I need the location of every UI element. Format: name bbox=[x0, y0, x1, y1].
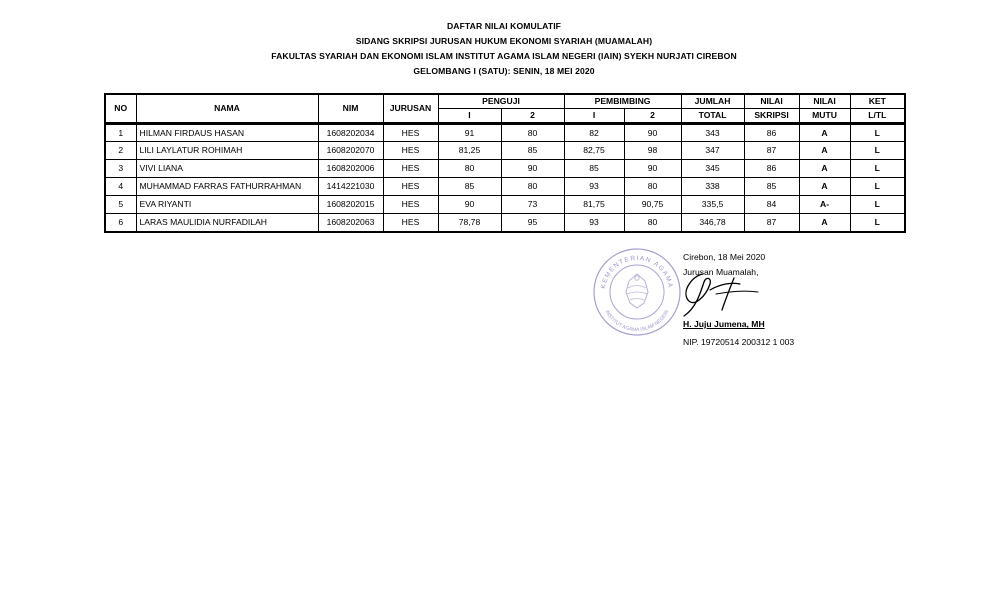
signature-place-date: Cirebon, 18 Mei 2020 bbox=[683, 252, 766, 262]
cell-pembimbing-1: 82 bbox=[564, 124, 624, 142]
table-body bbox=[105, 124, 905, 232]
handwritten-signature-icon bbox=[676, 270, 768, 318]
cell-penguji-1: 85 bbox=[438, 178, 501, 196]
svg-text:INSTITUT AGAMA ISLAM NEGERI: INSTITUT AGAMA ISLAM NEGERI bbox=[603, 309, 671, 334]
cell-skripsi: 86 bbox=[744, 124, 799, 142]
cell-no: 5 bbox=[105, 196, 136, 214]
cell-penguji-1: 78,78 bbox=[438, 214, 501, 232]
table-row bbox=[105, 142, 905, 160]
cell-jurusan: HES bbox=[383, 214, 438, 232]
cell-mutu: A bbox=[799, 124, 850, 142]
cell-nim: 1608202063 bbox=[318, 214, 383, 232]
cell-nama: MUHAMMAD FARRAS FATHURRAHMAN bbox=[136, 178, 318, 196]
cell-penguji-2: 73 bbox=[501, 196, 564, 214]
cell-skripsi: 84 bbox=[744, 196, 799, 214]
cell-pembimbing-2: 90 bbox=[624, 160, 681, 178]
header-jurusan: JURUSAN bbox=[383, 94, 438, 124]
title-line-1: DAFTAR NILAI KOMULATIF bbox=[446, 21, 562, 31]
cell-mutu: A bbox=[799, 178, 850, 196]
cell-nama: EVA RIYANTI bbox=[136, 196, 318, 214]
title-line-3: FAKULTAS SYARIAH DAN EKONOMI ISLAM INSTITUT AGAMA ISLAM NEGERI (IAIN) SYEKH NURJATI CIREBON bbox=[271, 51, 737, 61]
header-jumlah: JUMLAH bbox=[681, 94, 744, 109]
cell-no: 2 bbox=[105, 142, 136, 160]
signature-name: H. Juju Jumena, MH bbox=[683, 319, 765, 329]
cell-nim: 1608202034 bbox=[318, 124, 383, 142]
cell-mutu: A- bbox=[799, 196, 850, 214]
cell-jurusan: HES bbox=[383, 124, 438, 142]
header-nilai-mutu-b: MUTU bbox=[799, 109, 850, 124]
cell-jurusan: HES bbox=[383, 160, 438, 178]
cell-penguji-1: 90 bbox=[438, 196, 501, 214]
cell-penguji-2: 90 bbox=[501, 160, 564, 178]
header-nilai-skripsi-a: NILAI bbox=[744, 94, 799, 109]
cell-nim: 1414221030 bbox=[318, 178, 383, 196]
cell-ket: L bbox=[850, 124, 905, 142]
table-row bbox=[105, 124, 905, 142]
cell-pembimbing-2: 98 bbox=[624, 142, 681, 160]
header-nilai-skripsi-b: SKRIPSI bbox=[744, 109, 799, 124]
cell-pembimbing-1: 81,75 bbox=[564, 196, 624, 214]
cell-pembimbing-2: 80 bbox=[624, 178, 681, 196]
cell-penguji-2: 80 bbox=[501, 178, 564, 196]
cell-total: 335,5 bbox=[681, 196, 744, 214]
cell-pembimbing-1: 93 bbox=[564, 214, 624, 232]
cell-ket: L bbox=[850, 142, 905, 160]
header-ket-b: L/TL bbox=[850, 109, 905, 124]
title-line-2: SIDANG SKRIPSI JURUSAN HUKUM EKONOMI SYARIAH (MUAMALAH) bbox=[355, 36, 653, 46]
cell-jurusan: HES bbox=[383, 142, 438, 160]
table-row bbox=[105, 178, 905, 196]
cell-pembimbing-1: 93 bbox=[564, 178, 624, 196]
cell-ket: L bbox=[850, 160, 905, 178]
cell-penguji-2: 85 bbox=[501, 142, 564, 160]
cell-nama: HILMAN FIRDAUS HASAN bbox=[136, 124, 318, 142]
cell-penguji-1: 91 bbox=[438, 124, 501, 142]
cell-ket: L bbox=[850, 214, 905, 232]
signature-role: Jurusan Muamalah, bbox=[683, 267, 759, 277]
cell-nama: VIVI LIANA bbox=[136, 160, 318, 178]
cell-total: 343 bbox=[681, 124, 744, 142]
header-penguji-1: I bbox=[438, 109, 501, 124]
grades-table bbox=[104, 93, 906, 233]
table-row bbox=[105, 214, 905, 232]
header-no: NO bbox=[105, 94, 136, 124]
cell-total: 347 bbox=[681, 142, 744, 160]
cell-penguji-2: 80 bbox=[501, 124, 564, 142]
cell-total: 338 bbox=[681, 178, 744, 196]
title-line-4: GELOMBANG I (SATU): SENIN, 18 MEI 2020 bbox=[413, 66, 595, 76]
cell-jurusan: HES bbox=[383, 178, 438, 196]
cell-no: 6 bbox=[105, 214, 136, 232]
cell-pembimbing-1: 85 bbox=[564, 160, 624, 178]
cell-skripsi: 87 bbox=[744, 142, 799, 160]
svg-text:KEMENTERIAN AGAMA: KEMENTERIAN AGAMA bbox=[600, 254, 674, 290]
cell-penguji-1: 81,25 bbox=[438, 142, 501, 160]
table-header bbox=[105, 94, 905, 124]
cell-nim: 1608202006 bbox=[318, 160, 383, 178]
cell-jurusan: HES bbox=[383, 196, 438, 214]
cell-total: 346,78 bbox=[681, 214, 744, 232]
cell-penguji-1: 80 bbox=[438, 160, 501, 178]
official-stamp-icon bbox=[592, 246, 682, 338]
cell-pembimbing-2: 90 bbox=[624, 124, 681, 142]
cell-nim: 1608202015 bbox=[318, 196, 383, 214]
cell-ket: L bbox=[850, 196, 905, 214]
header-ket-a: KET bbox=[850, 94, 905, 109]
cell-pembimbing-2: 90,75 bbox=[624, 196, 681, 214]
cell-no: 3 bbox=[105, 160, 136, 178]
cell-no: 4 bbox=[105, 178, 136, 196]
table-row bbox=[105, 160, 905, 178]
header-nilai-mutu-a: NILAI bbox=[799, 94, 850, 109]
cell-ket: L bbox=[850, 178, 905, 196]
header-total: TOTAL bbox=[681, 109, 744, 124]
cell-mutu: A bbox=[799, 142, 850, 160]
table-row bbox=[105, 196, 905, 214]
header-pembimbing-1: I bbox=[564, 109, 624, 124]
cell-nama: LARAS MAULIDIA NURFADILAH bbox=[136, 214, 318, 232]
cell-mutu: A bbox=[799, 214, 850, 232]
header-nama: NAMA bbox=[136, 94, 318, 124]
cell-total: 345 bbox=[681, 160, 744, 178]
cell-penguji-2: 95 bbox=[501, 214, 564, 232]
cell-pembimbing-1: 82,75 bbox=[564, 142, 624, 160]
cell-skripsi: 85 bbox=[744, 178, 799, 196]
cell-nim: 1608202070 bbox=[318, 142, 383, 160]
header-nim: NIM bbox=[318, 94, 383, 124]
cell-skripsi: 87 bbox=[744, 214, 799, 232]
header-penguji: PENGUJI bbox=[438, 94, 564, 109]
header-pembimbing-2: 2 bbox=[624, 109, 681, 124]
cell-no: 1 bbox=[105, 124, 136, 142]
cell-pembimbing-2: 80 bbox=[624, 214, 681, 232]
header-pembimbing: PEMBIMBING bbox=[564, 94, 681, 109]
document-header bbox=[0, 19, 1008, 79]
cell-nama: LILI LAYLATUR ROHIMAH bbox=[136, 142, 318, 160]
signature-nip: NIP. 19720514 200312 1 003 bbox=[683, 337, 795, 347]
header-penguji-2: 2 bbox=[501, 109, 564, 124]
cell-mutu: A bbox=[799, 160, 850, 178]
cell-skripsi: 86 bbox=[744, 160, 799, 178]
